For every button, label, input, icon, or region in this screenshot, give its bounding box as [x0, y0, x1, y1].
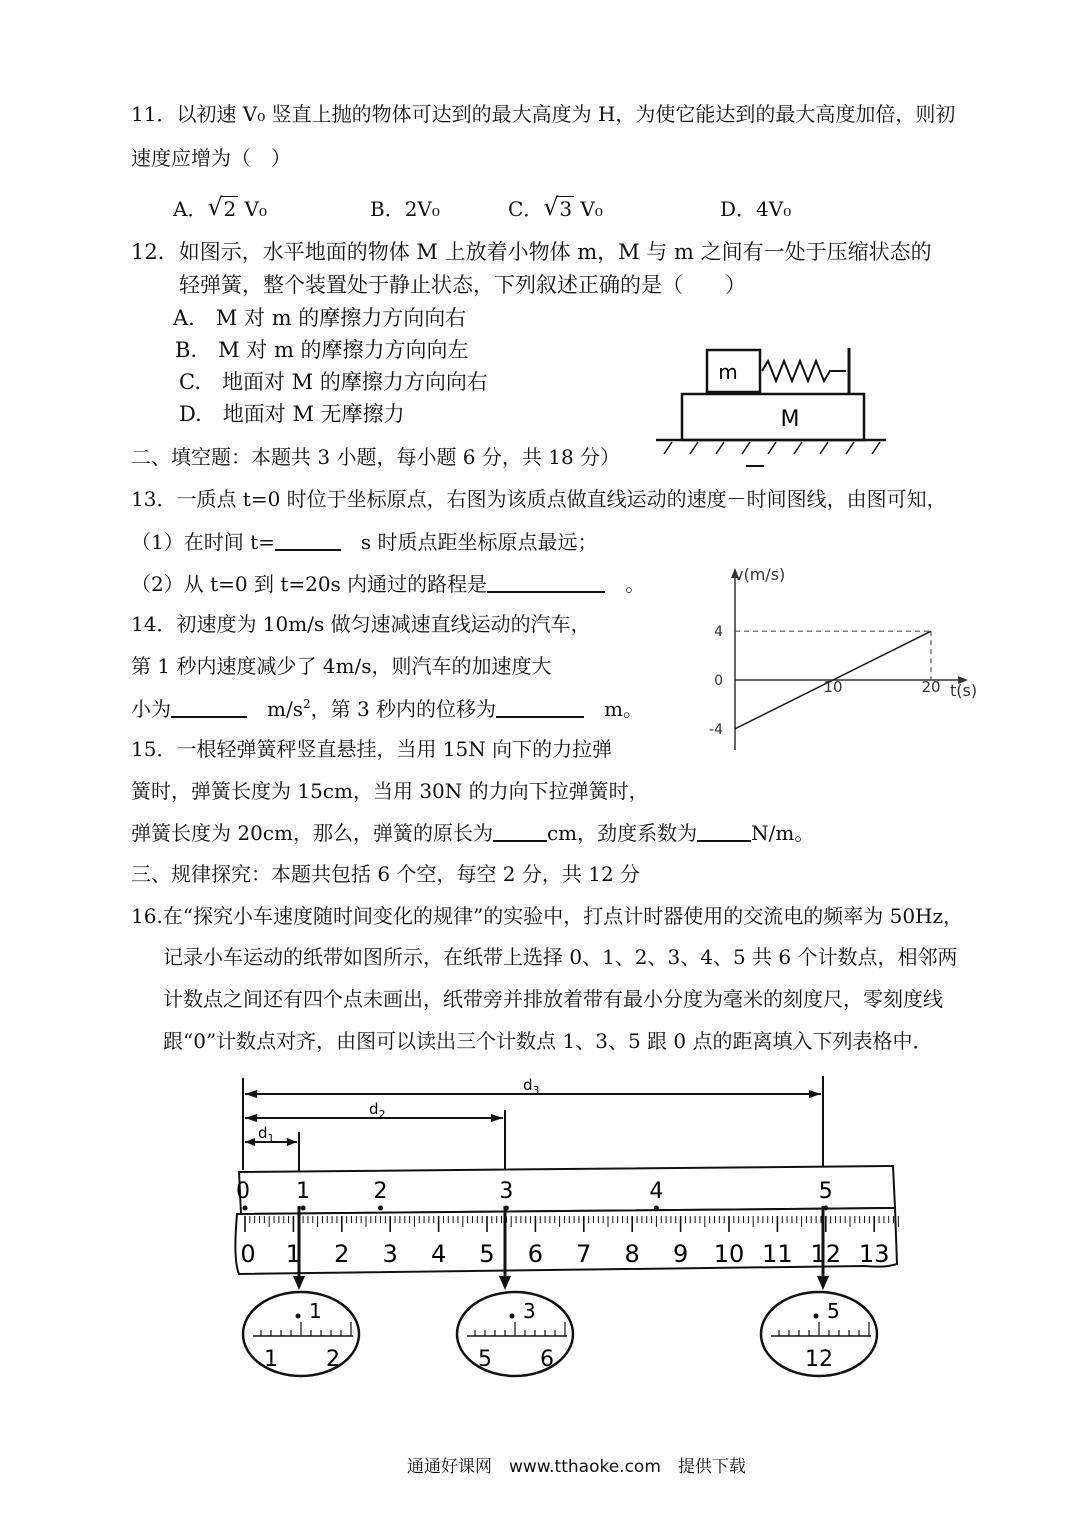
ruler-number-3: 3: [382, 1240, 398, 1268]
ground-hatching: [664, 442, 880, 454]
ruler-number-12: 12: [810, 1240, 842, 1268]
section-3-heading: 三、规律探究：本题共包括 6 个空，每空 2 分，共 12 分: [131, 862, 641, 886]
q11-option-b: B．2V₀: [370, 197, 440, 221]
ruler-number-4: 4: [430, 1240, 447, 1268]
q13-line1: 13．一质点 t=0 时位于坐标原点，右图为该质点做直线运动的速度－时间图线，由图可知，: [131, 487, 947, 511]
count-point-label-3: 3: [499, 1179, 514, 1204]
big-block-label: M: [780, 407, 800, 432]
q14-line2: 第 1 秒内速度减少了 4m/s，则汽车的加速度大: [131, 654, 552, 678]
zoom-point-label-1: 1: [309, 1299, 322, 1323]
q14-line1: 14．初速度为 10m/s 做匀速减速直线运动的汽车，: [131, 612, 591, 636]
x-tick-label-0: 10: [823, 678, 843, 696]
y-tick-label-2: -4: [709, 721, 723, 738]
big-block-M: [682, 394, 864, 440]
y-axis-label: v(m/s): [734, 565, 786, 584]
q13-line2: （1）在时间 t= s 时质点距坐标原点最远；: [131, 530, 598, 554]
ruler-number-6: 6: [527, 1240, 544, 1268]
q16-line4: 跟“0”计数点对齐，由图可以读出三个计数点 1、3、5 跟 0 点的距离填入下列表格中．: [163, 1029, 933, 1053]
q15-line3: 弹簧长度为 20cm，那么，弹簧的原长为 cm，劲度系数为 N/m。: [131, 821, 815, 845]
count-point-label-2: 2: [373, 1179, 388, 1204]
y-tick-label-1: 0: [714, 673, 723, 689]
q12-option-b: B. M 对 m 的摩擦力方向向左: [175, 338, 469, 362]
x-tick-label-1: 20: [921, 678, 941, 696]
ruler-number-13: 13: [858, 1240, 890, 1268]
velocity-time-graph: [700, 560, 1020, 760]
q11-option-d: D．4V₀: [720, 197, 792, 221]
zoom-scale-12: 12: [805, 1347, 833, 1372]
ruler-number-10: 10: [713, 1240, 745, 1268]
y-tick-label-0: 4: [714, 624, 723, 641]
q14-line3: 小为 $m/s^2$，第 3 秒内的位移为 m。: [131, 697, 644, 721]
tape-ruler-figure: [225, 1070, 915, 1410]
q11-option-c: C． √ 3 V₀: [508, 193, 603, 221]
section-2-heading: 二、填空题：本题共 3 小题，每小题 6 分，共 18 分）: [131, 445, 621, 469]
zoom-scale-1: 1: [264, 1347, 278, 1372]
q12-line2: 轻弹簧，整个装置处于静止状态，下列叙述正确的是（ ）: [179, 273, 746, 297]
spring: [762, 361, 846, 381]
q12-line1: 12．如图示，水平地面的物体 M 上放着小物体 m，M 与 m 之间有一处于压缩状态的: [131, 240, 932, 264]
q12-option-a: A. M 对 m 的摩擦力方向向右: [173, 306, 467, 330]
x-axis-label: t(s): [950, 681, 978, 700]
d2-label: $d_2$: [369, 1100, 386, 1121]
ruler-number-0: 0: [240, 1240, 256, 1268]
q16-line3: 计数点之间还有四个点未画出，纸带旁并排放着带有最小分度为毫米的刻度尺，零刻度线: [163, 987, 943, 1011]
ruler-number-9: 9: [672, 1240, 689, 1268]
q13-line3: （2）从 t=0 到 t=20s 内通过的路程是 。: [131, 572, 646, 596]
ruler-number-2: 2: [334, 1240, 350, 1268]
ruler-number-7: 7: [576, 1240, 592, 1268]
q16-line2: 记录小车运动的纸带如图所示，在纸带上选择 0、1、2、3、4、5 共 6 个计数点，相邻两: [163, 945, 958, 969]
d1-label: $d_1$: [258, 1124, 275, 1145]
zoom-scale-5: 5: [478, 1347, 492, 1372]
q12-option-d: D. 地面对 M 无摩擦力: [179, 402, 405, 426]
zoom-scale-2: 2: [326, 1347, 340, 1372]
q11-option-a: A． √ 2 V₀: [173, 193, 268, 221]
count-point-dot-1: [301, 1206, 306, 1211]
count-point-label-4: 4: [649, 1179, 664, 1204]
q11-line2: 速度应增为（ ）: [131, 146, 291, 170]
d3-label: $d_3$: [523, 1076, 540, 1097]
ruler-number-1: 1: [285, 1240, 302, 1268]
q12-option-c: C. 地面对 M 的摩擦力方向向右: [179, 370, 488, 394]
count-point-label-5: 5: [818, 1179, 833, 1204]
q15-line1: 15．一根轻弹簧秤竖直悬挂，当用 15N 向下的力拉弹: [131, 737, 613, 761]
ruler-number-5: 5: [479, 1240, 495, 1268]
q15-line2: 簧时，弹簧长度为 15cm，当用 30N 的力向下拉弹簧时，: [131, 779, 649, 803]
count-point-label-0: 0: [236, 1179, 250, 1204]
small-block-label: m: [718, 360, 738, 384]
zoom-point-label-3: 3: [523, 1299, 536, 1323]
spring-block-figure: [650, 340, 890, 470]
zoom-point-label-5: 5: [827, 1299, 840, 1323]
q11-line1: 11．以初速 V₀ 竖直上抛的物体可达到的最大高度为 H，为使它能达到的最大高度加倍，则初: [131, 102, 956, 126]
paper-tape-band: [239, 1166, 895, 1214]
q16-line1: 16.在“探究小车速度随时间变化的规律”的实验中，打点计时器使用的交流电的频率为 50Hz，: [131, 904, 964, 928]
count-point-dot-2: [378, 1206, 383, 1211]
footer-text: 通通好课网 www.tthaoke.com 提供下载: [407, 1457, 746, 1477]
zoom-scale-6: 6: [540, 1347, 554, 1372]
ruler-number-11: 11: [762, 1240, 793, 1268]
count-point-dot-0: [243, 1206, 248, 1211]
count-point-label-1: 1: [296, 1179, 311, 1204]
ruler-number-8: 8: [624, 1240, 640, 1268]
count-point-dot-4: [654, 1206, 659, 1211]
